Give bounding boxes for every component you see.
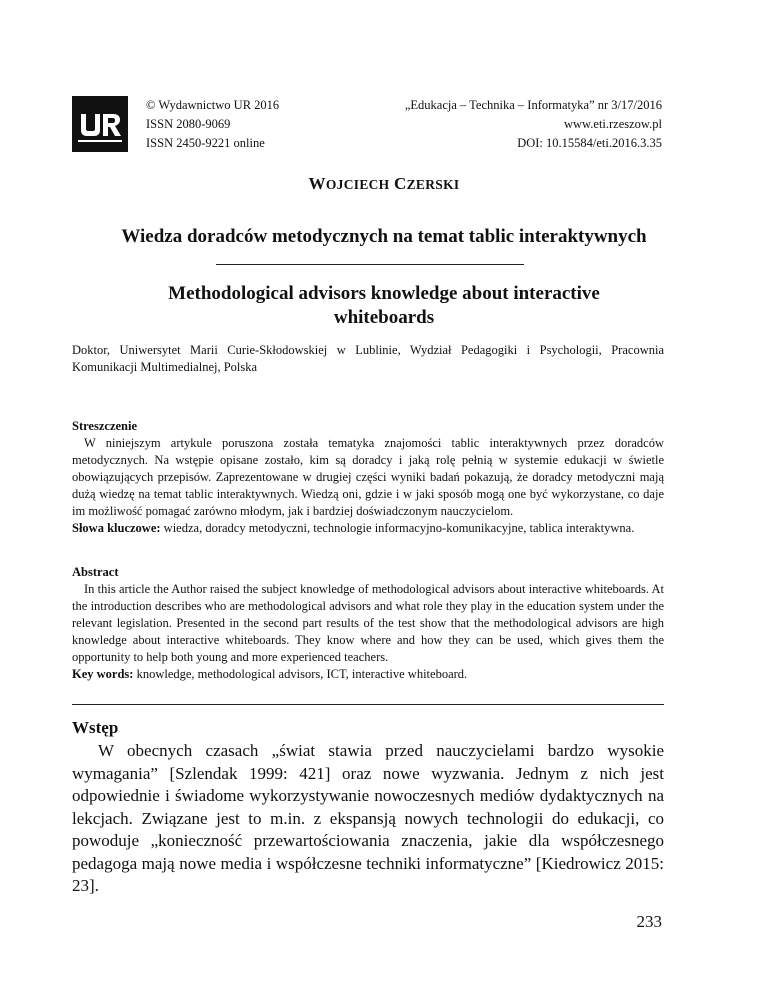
keywords-label: Słowa kluczowe:	[72, 521, 161, 535]
summary-text: W niniejszym artykule poruszona została tematyka znajomości tablic interaktywnych przez doradców metodycznych. Na wstępie opisane zostało, kim są doradcy i jaką rolę pełnią w systemie edukacji w świetle obowiązujących przepisów. Zaprezentowane w drugiej części wyniki badań pokazują, że doradcy metodyczni mają dużą wiedzę na temat tablic interaktywnych. Wiedzą oni, gdzie i w jaki sposób mogą one być wykorzystane, co daje im możliwość pomagać zarówno młodym, jak i bardziej doświadczonym nauczycielom.	[72, 436, 664, 518]
author-last-initial: C	[394, 174, 407, 193]
keywords-english	[72, 666, 664, 683]
issn-online-line: ISSN 2450-9221 online	[146, 136, 265, 150]
keywords-value: wiedza, doradcy metodyczni, technologie informacyjno-komunikacyjne, tablica interaktywna.	[160, 521, 635, 535]
keywords-label: Key words:	[72, 667, 134, 681]
doi-line: DOI: 10.15584/eti.2016.3.35	[517, 136, 662, 150]
page-number: 233	[636, 912, 662, 931]
ur-logo-icon	[72, 96, 128, 152]
intro-heading: Wstęp	[72, 718, 119, 737]
author-name	[0, 174, 768, 194]
publisher-info	[146, 96, 279, 153]
author-first-rest: OJCIECH	[325, 177, 390, 192]
abstract-heading: Abstract	[72, 565, 119, 579]
issn-line: ISSN 2080-9069	[146, 117, 231, 131]
summary-polish	[72, 418, 664, 537]
title-english: Methodological advisors knowledge about interactive whiteboards	[168, 283, 600, 328]
publisher-line: © Wydawnictwo UR 2016	[146, 98, 280, 112]
keywords-polish	[72, 520, 664, 537]
section-divider	[72, 704, 664, 705]
title-polish: Wiedza doradców metodycznych na temat tablic interaktywnych	[121, 226, 647, 247]
journal-line: „Edukacja – Technika – Informatyka” nr 3/17/2016	[404, 98, 662, 112]
journal-info	[405, 96, 662, 153]
keywords-value: knowledge, methodological advisors, ICT, interactive whiteboard.	[133, 667, 468, 681]
title-divider	[216, 264, 524, 265]
author-affiliation: Doktor, Uniwersytet Marii Curie-Skłodowskiej w Lublinie, Wydział Pedagogiki i Psychologii, Pracownia Komunikacji Multimedialnej, Polska	[72, 343, 664, 374]
journal-url: www.eti.rzeszow.pl	[564, 117, 662, 131]
summary-heading: Streszczenie	[72, 419, 138, 433]
author-last-rest: ZERSKI	[406, 177, 460, 192]
author-first-initial: W	[308, 174, 326, 193]
intro-paragraph: W obecnych czasach „świat stawia przed nauczycielami bardzo wysokie wymagania” [Szlendak 1999: 421] oraz nowe wyzwania. Jednym z nich jest odpowiednie i świadome wykorzystywanie nowoczesnych mediów dydaktycznych na lekcjach. Związane jest to m.in. z ekspansją nowych technologii do edukacji, co powoduje „konieczność przewartościowania znaczenia, jakie dla współczesnego pedagoga mają nowe media i współczesne techniki informatyczne” [Kiedrowicz 2015: 23].	[72, 741, 664, 895]
abstract-text: In this article the Author raised the subject knowledge of methodological advisors about interactive whiteboards. At the introduction describes who are methodological advisors and what role they play in the education system under the relevant legislation. Presented in the second part results of the test show that the methodological advisors are high knowledge about interactive whiteboards. They know where and how they can be used, which gives them the opportunity to help both young and more experienced teachers.	[72, 582, 664, 664]
abstract-english	[72, 564, 664, 683]
